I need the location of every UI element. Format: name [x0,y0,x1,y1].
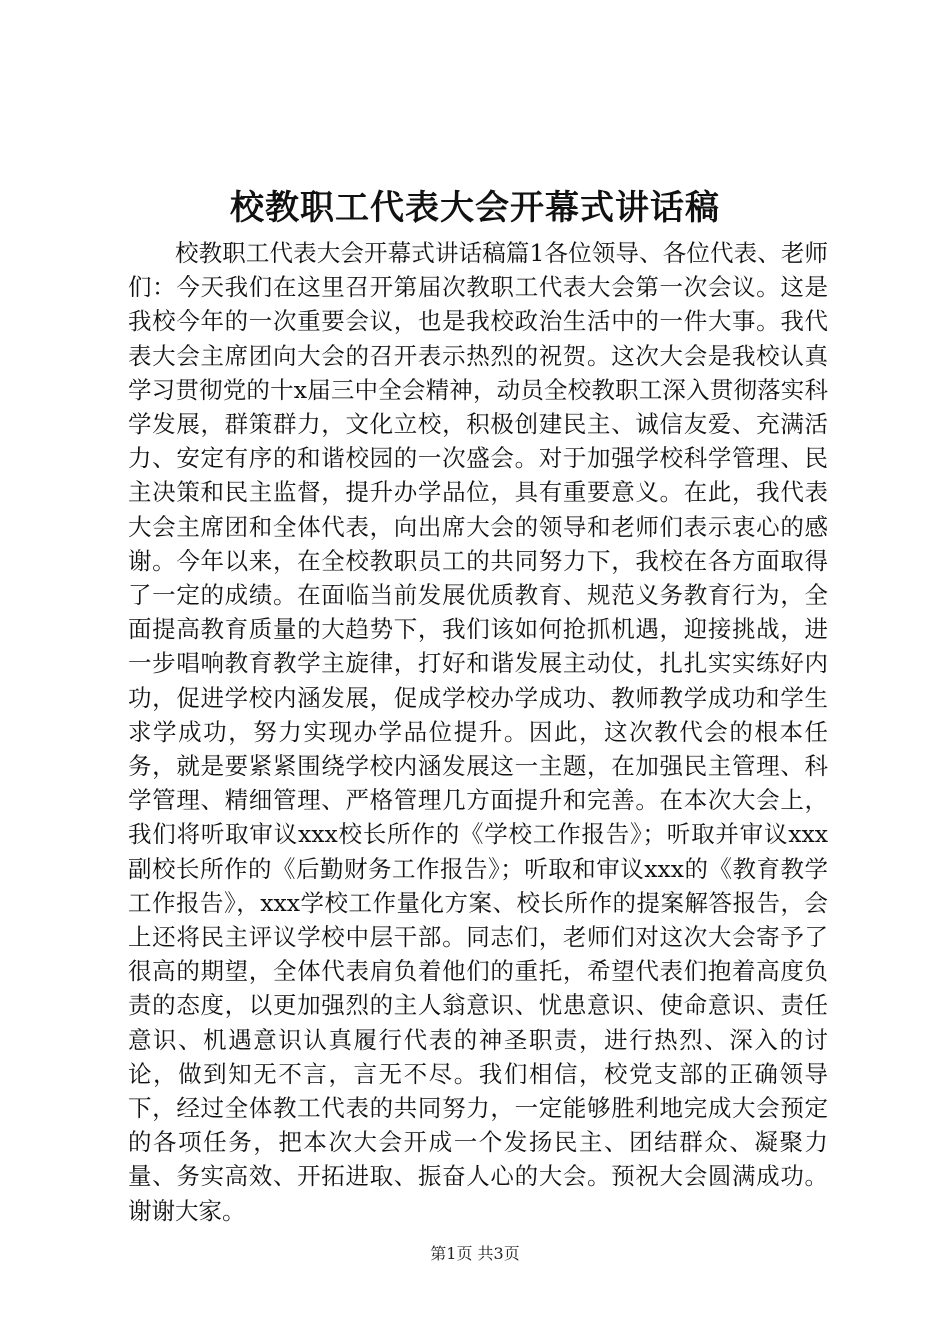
body-paragraph: 校教职工代表大会开幕式讲话稿篇1各位领导、各位代表、老师们：今天我们在这里召开第届次教职工代表大会第一次会议。这是我校今年的一次重要会议，也是我校政治生活中的一件大事。我代表大会主席团向大会的召开表示热烈的祝贺。这次大会是我校认真学习贯彻党的十x届三中全会精神，动员全校教职工深入贯彻落实科学发展，群策群力，文化立校，积极创建民主、诚信友爱、充满活力、安定有序的和谐校园的一次盛会。对于加强学校科学管理、民主决策和民主监督，提升办学品位，具有重要意义。在此，我代表大会主席团和全体代表，向出席大会的领导和老师们表示衷心的感谢。今年以来，在全校教职员工的共同努力下，我校在各方面取得了一定的成绩。在面临当前发展优质教育、规范义务教育行为，全面提高教育质量的大趋势下，我们该如何抢抓机遇，迎接挑战，进一步唱响教育教学主旋律，打好和谐发展主动仗，扎扎实实练好内功，促进学校内涵发展，促成学校办学成功、教师教学成功和学生求学成功，努力实现办学品位提升。因此，这次教代会的根本任务，就是要紧紧围绕学校内涵发展这一主题，在加强民主管理、科学管理、精细管理、严格管理几方面提升和完善。在本次大会上，我们将听取审议xxx校长所作的《学校工作报告》；听取并审议xxx副校长所作的《后勤财务工作报告》；听取和审议xxx的《教育教学工作报告》，xxx学校工作量化方案、校长所作的提案解答报告，会上还将民主评议学校中层干部。同志们，老师们对这次大会寄予了很高的期望，全体代表肩负着他们的重托，希望代表们抱着高度负责的态度，以更加强烈的主人翁意识、忧患意识、使命意识、责任意识、机遇意识认真履行代表的神圣职责，进行热烈、深入的讨论，做到知无不言，言无不尽。我们相信，校党支部的正确领导下，经过全体教工代表的共同努力，一定能够胜利地完成大会预定的各项任务，把本次大会开成一个发扬民主、团结群众、凝聚力量、务实高效、开拓进取、振奋人心的大会。预祝大会圆满成功。谢谢大家。 [128,239,828,1225]
page-footer: 第1页 共3页 [430,1244,520,1263]
document-title: 校教职工代表大会开幕式讲话稿 [230,188,720,228]
